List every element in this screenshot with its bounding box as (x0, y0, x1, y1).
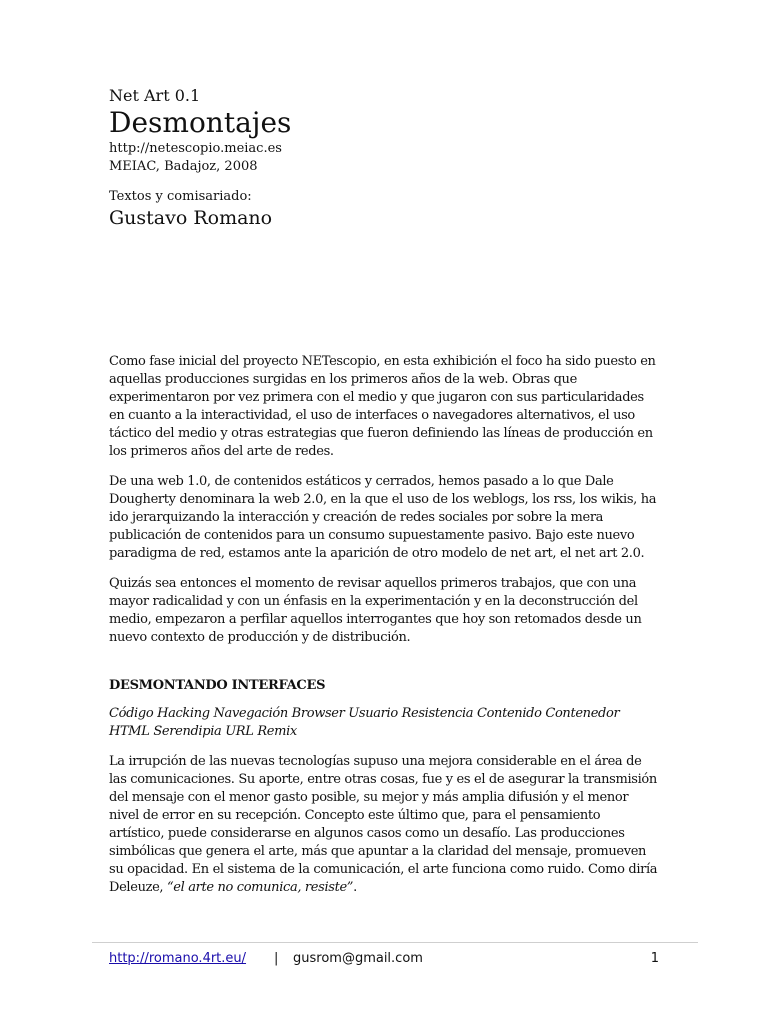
document-body (109, 353, 659, 909)
footer-divider (92, 942, 698, 943)
section-paragraph (109, 753, 659, 897)
credit-label: Textos y comisariado: (109, 189, 252, 204)
series-title: Net Art 0.1 (109, 86, 201, 105)
section-paragraph-text: La irrupción de las nuevas tecnologías supuso una mejora considerable en el área de las comunicaciones. Su aporte, entre otras cosas, fue y es el de asegurar la transmisión del mensaje con el menor gasto posible, su mejor y más amplia difusión y el menor nivel de error en su recepción. Concepto este último que, para el pensamiento artístico, puede considerarse en algunos casos como un desafío. Las producciones simbólicas que genera el arte, más que apuntar a la claridad del mensaje, promueven su opacidad. En el sistema de la comunicación, el arte funciona como ruido. Como diría Deleuze, (109, 754, 658, 895)
section-keywords: Código Hacking Navegación Browser Usuario Resistencia Contenido Contenedor HTML Serendipia URL Remix (109, 706, 620, 739)
venue-date: MEIAC, Badajoz, 2008 (109, 159, 258, 174)
page-number: 1 (650, 951, 659, 966)
curator-name: Gustavo Romano (109, 207, 273, 229)
intro-paragraph: Como fase inicial del proyecto NETescopio, en esta exhibición el foco ha sido puesto en aquellas producciones surgidas en los primeros años de la web. Obras que experimentaron por vez primera con el medio y que jugaron con sus particularidades en cuanto a la interactividad, el uso de interfaces o navegadores alternativos, el uso táctico del medio y otras estrategias que fueron definiendo las líneas de producción en los primeros años del arte de redes. (109, 354, 656, 459)
deleuze-quote: “el arte no comunica, resiste” (167, 880, 354, 895)
footer-email: gusrom@gmail.com (293, 951, 423, 966)
footer-website-link[interactable]: http://romano.4rt.eu/ (109, 951, 247, 966)
project-url: http://netescopio.meiac.es (109, 141, 282, 156)
document-header (109, 86, 669, 231)
paragraph-end: . (353, 880, 357, 895)
section-heading: DESMONTANDO INTERFACES (109, 678, 326, 693)
footer-separator: | (274, 951, 279, 966)
page-footer (109, 950, 659, 968)
intro-paragraph: Quizás sea entonces el momento de revisar aquellos primeros trabajos, que con una mayor radicalidad y con un énfasis en la experimentación y en la deconstrucción del medio, empezaron a perfilar aquellos interrogantes que hoy son retomados desde un nuevo contexto de producción y de distribución. (109, 576, 642, 645)
page-title: Desmontajes (109, 106, 292, 139)
intro-paragraph: De una web 1.0, de contenidos estáticos y cerrados, hemos pasado a lo que Dale Dougherty denominara la web 2.0, en la que el uso de los weblogs, los rss, los wikis, ha ido jerarquizando la interacción y creación de redes sociales por sobre la mera publicación de contenidos para un consumo supuestamente pasivo. Bajo este nuevo paradigma de red, estamos ante la aparición de otro modelo de net art, el net art 2.0. (109, 474, 657, 561)
